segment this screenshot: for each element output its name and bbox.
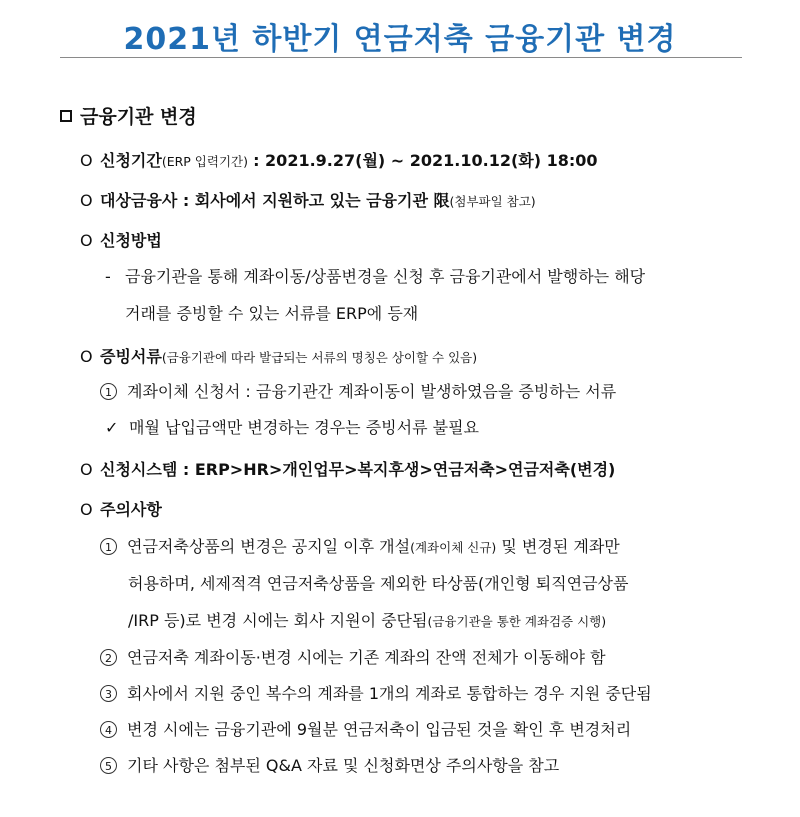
item-period — [80, 150, 598, 173]
notes-2-text: 연금저축 계좌이동·변경 시에는 기존 계좌의 잔액 전체가 이동해야 함 — [127, 648, 606, 667]
number-2-icon: 2 — [100, 649, 117, 666]
dash-bullet: - — [105, 267, 111, 286]
number-5-icon: 5 — [100, 757, 117, 774]
title-divider — [60, 57, 742, 58]
item-target — [80, 190, 536, 213]
square-bullet-icon — [60, 110, 72, 122]
item-method — [80, 230, 162, 252]
notes-item-2 — [100, 647, 606, 669]
notes-1a-note: (계좌이체 신규) — [410, 540, 497, 555]
docs-check — [105, 417, 479, 439]
method-text-1: 금융기관을 통해 계좌이동/상품변경을 신청 후 금융기관에서 발행하는 해당 — [125, 267, 646, 286]
notes-1a-tail: 및 변경된 계좌만 — [496, 537, 620, 556]
section-heading-label: 금융기관 변경 — [80, 106, 197, 128]
docs-item-1 — [100, 381, 616, 403]
notes-1a-text: 연금저축상품의 변경은 공지일 이후 개설 — [127, 537, 411, 556]
target-label: 대상금융사 : 회사에서 지원하고 있는 금융기관 限 — [100, 191, 450, 210]
notes-item-1 — [100, 536, 620, 559]
target-note: (첨부파일 참고) — [449, 194, 536, 209]
docs-label: 증빙서류 — [100, 347, 162, 366]
docs-item-1-text: 계좌이체 신청서 : 금융기관간 계좌이동이 발생하였음을 증빙하는 서류 — [127, 382, 617, 401]
notes-1b-text: 허용하며, 세제적격 연금저축상품을 제외한 타상품(개인형 퇴직연금상품 — [128, 574, 629, 593]
notes-1c-note: (금융기관을 통한 계좌검증 시행) — [427, 614, 607, 629]
circle-bullet: O — [80, 347, 93, 366]
period-value: : 2021.9.27(월) ~ 2021.10.12(화) 18:00 — [253, 151, 598, 170]
system-label: 신청시스템 : ERP>HR>개인업무>복지후생>연금저축>연금저축(변경) — [100, 460, 616, 479]
section-heading — [60, 102, 197, 129]
circle-bullet: O — [80, 231, 93, 250]
notes-1c — [128, 610, 606, 633]
notes-3-text: 회사에서 지원 중인 복수의 계좌를 1개의 계좌로 통합하는 경우 지원 중단됨 — [127, 684, 652, 703]
number-3-icon: 3 — [100, 685, 117, 702]
circle-bullet: O — [80, 500, 93, 519]
number-1-icon: 1 — [100, 538, 117, 555]
notes-label: 주의사항 — [100, 500, 162, 519]
item-notes — [80, 499, 162, 521]
notes-item-5 — [100, 755, 559, 777]
circle-bullet: O — [80, 151, 93, 170]
notes-5-text: 기타 사항은 첨부된 Q&A 자료 및 신청화면상 주의사항을 참고 — [127, 756, 560, 775]
notes-4-text: 변경 시에는 금융기관에 9월분 연금저축이 입금된 것을 확인 후 변경처리 — [127, 720, 632, 739]
notes-item-4 — [100, 719, 631, 741]
circle-bullet: O — [80, 191, 93, 210]
number-4-icon: 4 — [100, 721, 117, 738]
circle-bullet: O — [80, 460, 93, 479]
page-title: 2021년 하반기 연금저축 금융기관 변경 — [123, 22, 677, 57]
period-label: 신청기간 — [100, 151, 162, 170]
item-docs — [80, 346, 477, 369]
method-label: 신청방법 — [100, 231, 162, 250]
docs-check-text: 매월 납입금액만 변경하는 경우는 증빙서류 불필요 — [129, 418, 480, 437]
period-note: (ERP 입력기간) — [161, 154, 248, 169]
checkmark-icon: ✓ — [105, 418, 119, 437]
number-1-icon: 1 — [100, 383, 117, 400]
docs-note: (금융기관에 따라 발급되는 서류의 명칭은 상이할 수 있음) — [161, 350, 478, 365]
notes-1c-text: /IRP 등)로 변경 시에는 회사 지원이 중단됨 — [128, 611, 428, 630]
notes-item-3 — [100, 683, 652, 705]
method-line-1 — [105, 266, 645, 288]
method-line-2: 거래를 증빙할 수 있는 서류를 ERP에 등재 — [125, 304, 419, 323]
item-system — [80, 459, 615, 481]
